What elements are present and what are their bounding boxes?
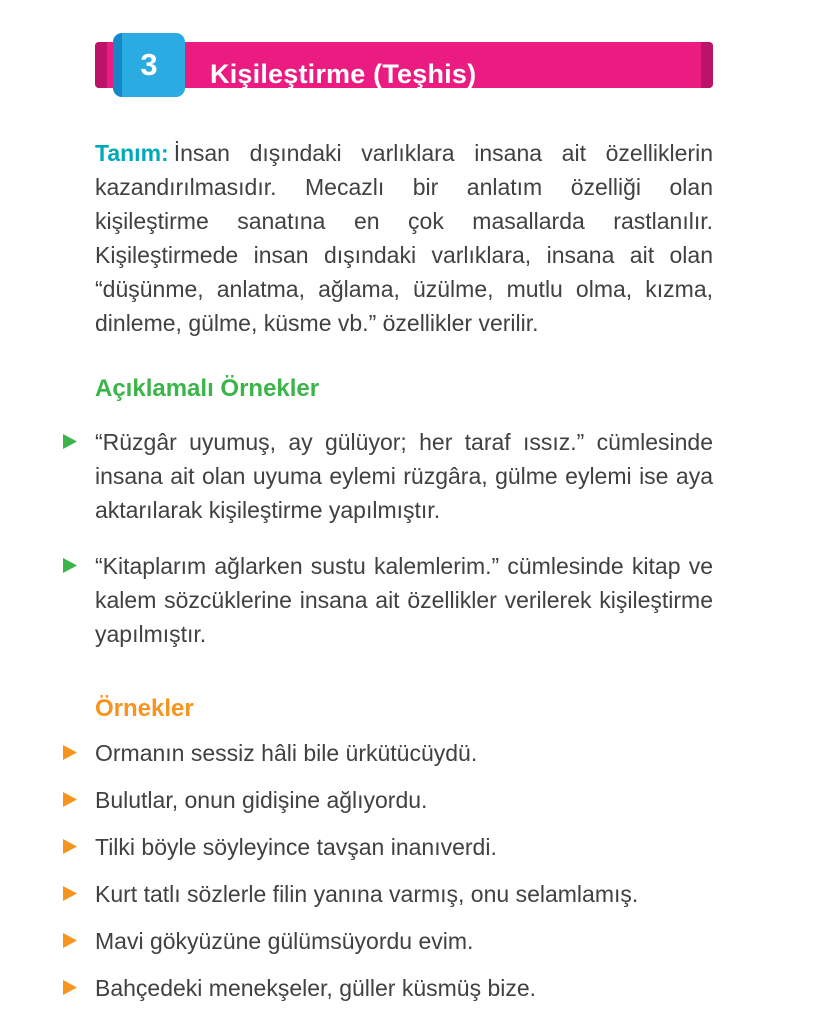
explained-example-item — [95, 425, 713, 527]
bullet-arrow-icon — [63, 792, 77, 807]
section-number: 3 — [140, 47, 158, 82]
bullet-arrow-icon — [63, 745, 77, 760]
explained-example-text: “Kitaplarım ağlarken sustu kalemlerim.” cümlesinde kitap ve kalem sözcüklerine insana ait özellikler verilerek kişileştirme yapılmıştır. — [95, 553, 713, 647]
example-item — [95, 877, 713, 911]
bullet-arrow-icon — [63, 980, 77, 995]
explained-examples-list — [95, 425, 713, 651]
example-text: Mavi gökyüzüne gülümsüyordu evim. — [95, 928, 474, 954]
explained-example-item — [95, 549, 713, 651]
definition-text: İnsan dışındaki varlıklara insana ait özelliklerin kazandırılmasıdır. Mecazlı bir anlatım özelliği olan kişileştirme sanatına en çok masallarda rastlanılır. Kişileştirmede insan dışındaki varlıklara, insana ait olan “düşünme, anlatma, ağlama, üzülme, mutlu olma, kızma, dinleme, gülme, küsme vb.” özellikler verilir. — [95, 140, 713, 336]
example-text: Kurt tatlı sözlerle filin yanına varmış, onu selamlamış. — [95, 881, 639, 907]
example-item — [95, 783, 713, 817]
bullet-arrow-icon — [63, 839, 77, 854]
example-item — [95, 924, 713, 958]
example-text: Bahçedeki menekşeler, güller küsmüş bize. — [95, 975, 537, 1001]
section-number-badge — [113, 33, 185, 97]
definition-paragraph — [95, 136, 713, 340]
bullet-arrow-icon — [63, 434, 77, 449]
bullet-arrow-icon — [63, 933, 77, 948]
examples-list — [95, 736, 713, 1005]
example-text: Bulutlar, onun gidişine ağlıyordu. — [95, 787, 428, 813]
definition-label: Tanım: — [95, 140, 169, 166]
explained-example-text: “Rüzgâr uyumuş, ay gülüyor; her taraf ıssız.” cümlesinde insana ait olan uyuma eylemi rüzgâra, gülme eylemi ise aya aktarılarak kişileştirme yapılmıştır. — [95, 429, 713, 523]
heading-examples: Örnekler — [95, 695, 194, 722]
bullet-arrow-icon — [63, 886, 77, 901]
section-title: Kişileştirme (Teşhis) — [210, 59, 477, 89]
bullet-arrow-icon — [63, 558, 77, 573]
section-banner — [95, 33, 713, 97]
example-item — [95, 971, 713, 1005]
heading-explained-examples: Açıklamalı Örnekler — [95, 375, 320, 402]
example-text: Ormanın sessiz hâli bile ürkütücüydü. — [95, 740, 478, 766]
example-item — [95, 830, 713, 864]
example-item — [95, 736, 713, 770]
banner-bar — [95, 42, 713, 88]
example-text: Tilki böyle söyleyince tavşan inanıverdi. — [95, 834, 497, 860]
